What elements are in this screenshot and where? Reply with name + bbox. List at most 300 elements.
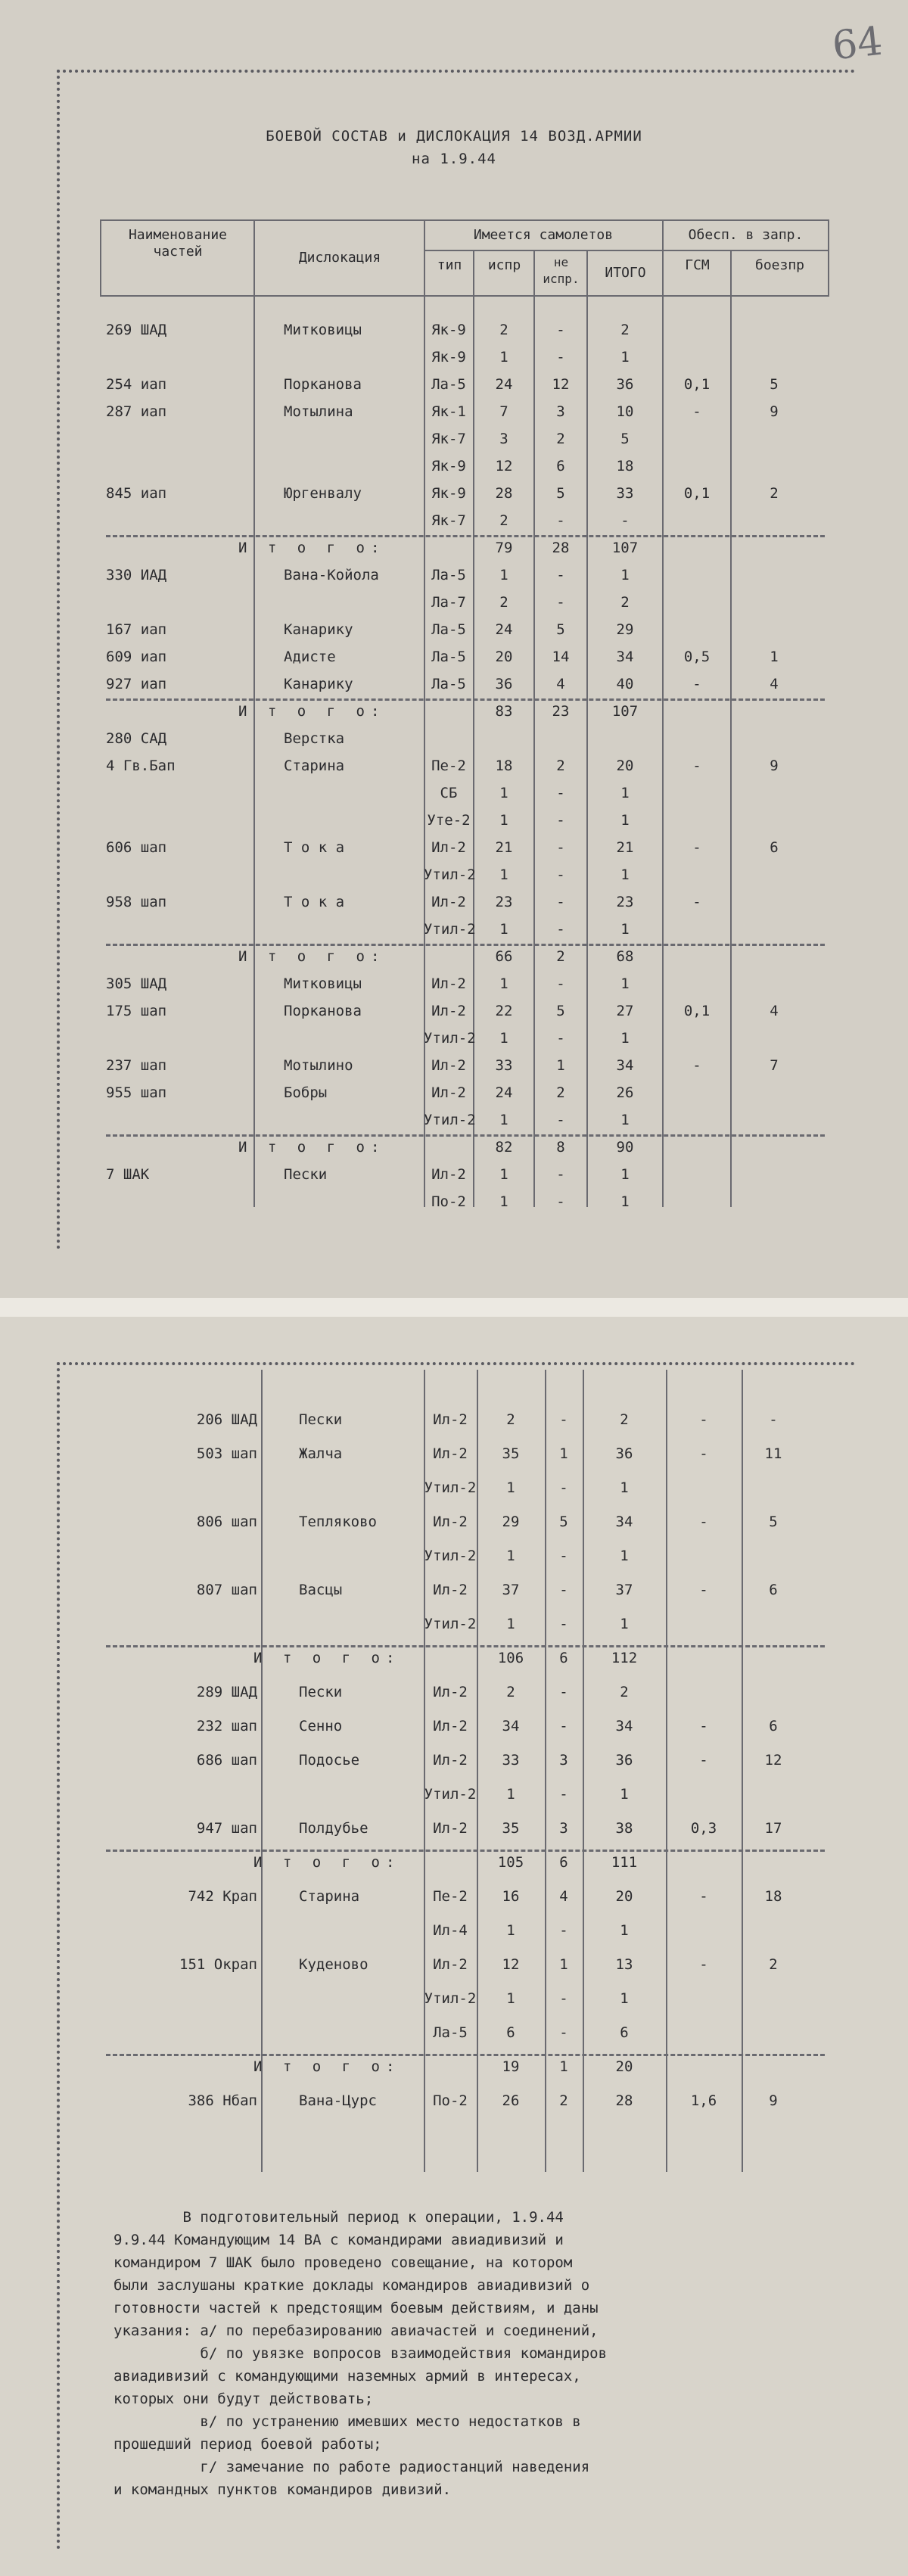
cell-ispr: 1 (499, 1193, 508, 1210)
cell-gsm: 0,1 (683, 376, 711, 393)
cell-total: 34 (615, 1718, 633, 1734)
cell-neispr: - (556, 1193, 565, 1210)
header-boezap: боезпр (754, 257, 805, 273)
cell-unit: 927 иап (106, 676, 167, 692)
cell-total: 90 (616, 1139, 634, 1156)
cell-neispr: 6 (559, 1650, 568, 1666)
cell-total: 34 (616, 649, 634, 665)
cell-bz: 18 (764, 1888, 782, 1905)
table-row (0, 785, 908, 804)
cell-type: Утил-2 (424, 1479, 477, 1496)
cell-gsm: - (692, 676, 701, 692)
cell-type: Утил-2 (424, 1548, 477, 1564)
cell-total: 1 (620, 866, 630, 883)
cell-type: Ил-2 (433, 1445, 468, 1462)
cell-loc: Бобры (284, 1084, 328, 1101)
cell-loc: Юргенвалу (284, 485, 362, 502)
cell-unit: 305 ШАД (106, 975, 167, 992)
cell-total: - (620, 512, 630, 529)
cell-ispr: 1 (499, 812, 508, 829)
header-planes: Имеется самолетов (473, 227, 614, 243)
cell-neispr: 1 (559, 1956, 568, 1973)
cell-type: Утил-2 (424, 921, 476, 938)
archive-stamp: 64 (830, 18, 885, 70)
cell-type: Утил-2 (424, 1786, 477, 1803)
cell-gsm: 0,5 (683, 649, 711, 665)
title-line-2: на 1.9.44 (412, 151, 496, 167)
cell-loc: Пески (299, 1684, 343, 1700)
table-row (0, 621, 908, 641)
cell-ispr: 1 (506, 1922, 515, 1939)
cell-type: Ил-2 (433, 1514, 468, 1530)
cell-gsm: - (699, 1514, 708, 1530)
cell-total: 13 (615, 1956, 633, 1973)
cell-total: 1 (620, 975, 630, 992)
cell-total: 37 (615, 1582, 633, 1598)
header-disl: Дислокация (298, 250, 381, 266)
cell-neispr: - (559, 1718, 568, 1734)
table-row (0, 512, 908, 532)
cell-total: 18 (616, 458, 634, 474)
cell-neispr: - (556, 1166, 565, 1183)
cell-neispr: 4 (556, 676, 565, 692)
cell-unit: 287 иап (106, 403, 167, 420)
cell-unit: 269 ШАД (106, 322, 167, 338)
cell-type: Ил-2 (433, 1718, 468, 1734)
cell-total: 1 (620, 1922, 629, 1939)
cell-total: 1 (620, 1548, 629, 1564)
cell-gsm: - (692, 894, 701, 910)
perforation-top (57, 70, 855, 76)
cell-loc: Канарику (284, 621, 353, 638)
document-title (0, 125, 908, 170)
cell-type: Як-9 (431, 485, 466, 502)
cell-neispr: - (556, 975, 565, 992)
cell-unit: 742 Крап (188, 1888, 257, 1905)
cell-type: Ла-5 (431, 621, 466, 638)
cell-type: По-2 (431, 1193, 466, 1210)
cell-bz: 6 (769, 1718, 778, 1734)
cell-neispr: 2 (556, 758, 565, 774)
cell-type: Ла-5 (431, 376, 466, 393)
cell-unit: 503 шап (196, 1445, 257, 1462)
cell-bz: 5 (769, 1514, 778, 1530)
cell-total: 38 (615, 1820, 633, 1837)
cell-ispr: 105 (497, 1854, 524, 1871)
cell-total: 1 (620, 812, 630, 829)
header-supply: Обесп. в запр. (688, 227, 804, 243)
cell-total: 2 (620, 322, 630, 338)
cell-type: Ил-2 (433, 1956, 468, 1973)
cell-total: 1 (620, 1030, 630, 1047)
cell-unit: 845 иап (106, 485, 167, 502)
cell-ispr: 1 (499, 921, 508, 938)
cell-gsm: - (692, 758, 701, 774)
header-type: тип (437, 257, 462, 273)
cell-total: 20 (615, 1888, 633, 1905)
cell-total: 1 (620, 921, 630, 938)
cell-neispr: 12 (552, 376, 570, 393)
cell-total: 112 (611, 1650, 638, 1666)
header-gsm: ГСМ (685, 257, 710, 273)
report-paragraph: В подготовительный период к операции, 1.9.44 9.9.44 Командующим 14 ВА с командирами авиадивизий и командиром 7 ШАК было проведено совещание, на котором были заслушаны краткие доклады командиров авиадивизий о готовности частей к предстоящим боевым действиям, и даны указания: а/ по перебазированию авиачастей и соединений, б/ по увязке вопросов взаимодействия командиров авиадивизий с командующими наземных армий в интересах, которых они будут действовать; в/ по устранению имевших место недостатков в прошедший период боевой работы; г/ замечание по работе радиостанций наведения и командных пунктов командиров дивизий. (114, 2209, 608, 2498)
table-row (0, 921, 908, 941)
cell-unit: 289 ШАД (196, 1684, 257, 1700)
cell-total: 40 (616, 676, 634, 692)
table-row (0, 894, 908, 913)
cell-ispr: 1 (506, 1479, 515, 1496)
total-row (0, 948, 908, 968)
cell-type: Ил-2 (431, 839, 466, 856)
cell-total: 1 (620, 1112, 630, 1128)
cell-type: Утил-2 (424, 866, 476, 883)
header-bottom-rule (100, 295, 828, 297)
cell-ispr: 36 (495, 676, 513, 692)
cell-total: 29 (616, 621, 634, 638)
cell-loc: Васцы (299, 1582, 343, 1598)
header-total: ИТОГО (605, 265, 646, 281)
cell-type: СБ (440, 785, 458, 801)
cell-ispr: 33 (495, 1057, 513, 1074)
cell-type: Ла-7 (431, 594, 466, 611)
cell-neispr: 3 (559, 1820, 568, 1837)
cell-gsm: - (699, 1582, 708, 1598)
cell-neispr: - (559, 1479, 568, 1496)
cell-ispr: 1 (499, 349, 508, 366)
cell-bz: 9 (769, 2092, 778, 2109)
cell-ispr: 33 (502, 1752, 520, 1769)
cell-bz: 1 (770, 649, 779, 665)
cell-neispr: - (556, 812, 565, 829)
cell-loc: И т о г о: (253, 1854, 401, 1871)
cell-neispr: - (556, 512, 565, 529)
cell-ispr: 24 (495, 376, 513, 393)
cell-neispr: - (559, 1548, 568, 1564)
cell-ispr: 106 (497, 1650, 524, 1666)
cell-unit: 4 Гв.Бап (106, 758, 176, 774)
cell-neispr: 5 (556, 621, 565, 638)
cell-neispr: - (559, 1582, 568, 1598)
cell-total: 111 (611, 1854, 638, 1871)
cell-loc: Т о к а (284, 839, 345, 856)
table-row (0, 1030, 908, 1050)
total-row (0, 1854, 908, 1874)
cell-type: Пе-2 (433, 1888, 468, 1905)
cell-ispr: 66 (495, 948, 513, 965)
cell-bz: 4 (770, 1003, 779, 1019)
cell-type: Ил-4 (433, 1922, 468, 1939)
cell-unit: 958 шап (106, 894, 167, 910)
header-ispr: испр (487, 257, 521, 273)
cell-total: 36 (616, 376, 634, 393)
cell-bz: 7 (770, 1057, 779, 1074)
table-row (0, 567, 908, 586)
cell-neispr: 1 (556, 1057, 565, 1074)
table-row (0, 866, 908, 886)
cell-neispr: - (556, 1112, 565, 1128)
cell-type: Як-9 (431, 458, 466, 474)
total-separator (106, 1134, 825, 1137)
cell-type: Ил-2 (431, 975, 466, 992)
cell-neispr: 14 (552, 649, 570, 665)
cell-bz: 5 (770, 376, 779, 393)
cell-ispr: 12 (495, 458, 513, 474)
cell-total: 33 (616, 485, 634, 502)
cell-loc: Старина (299, 1888, 360, 1905)
cell-neispr: - (556, 921, 565, 938)
cell-neispr: - (559, 1786, 568, 1803)
cell-ispr: 6 (506, 2024, 515, 2041)
cell-type: Ил-2 (433, 1752, 468, 1769)
cell-unit: 386 Нбап (188, 2092, 257, 2109)
cell-total: 1 (620, 349, 630, 366)
cell-ispr: 1 (499, 1030, 508, 1047)
total-separator (106, 944, 825, 946)
table-row (0, 1548, 908, 1567)
cell-loc: И т о г о: (238, 703, 386, 720)
cell-loc: И т о г о: (238, 1139, 386, 1156)
cell-neispr: 2 (556, 948, 565, 965)
table-row (0, 1084, 908, 1104)
cell-total: 68 (616, 948, 634, 965)
total-separator (106, 535, 825, 537)
cell-neispr: - (559, 1411, 568, 1428)
cell-loc: Вана-Цурс (299, 2092, 377, 2109)
cell-ispr: 79 (495, 540, 513, 556)
cell-neispr: 3 (556, 403, 565, 420)
table-row (0, 1684, 908, 1703)
table-row (0, 1956, 908, 1976)
table-row (0, 1888, 908, 1908)
cell-neispr: - (556, 894, 565, 910)
cell-unit: 7 ШАК (106, 1166, 150, 1183)
cell-ispr: 2 (506, 1411, 515, 1428)
cell-total: 2 (620, 1411, 629, 1428)
cell-ispr: 26 (502, 2092, 520, 2109)
cell-ispr: 1 (506, 1990, 515, 2007)
cell-gsm: 0,1 (683, 485, 711, 502)
cell-type: Як-7 (431, 512, 466, 529)
cell-neispr: - (556, 567, 565, 583)
total-separator (106, 1645, 825, 1647)
cell-neispr: 23 (552, 703, 570, 720)
cell-loc: Верстка (284, 730, 345, 747)
cell-unit: 151 Окрап (179, 1956, 257, 1973)
cell-total: 23 (616, 894, 634, 910)
cell-type: Утил-2 (424, 1030, 476, 1047)
table-row (0, 2024, 908, 2044)
cell-ispr: 1 (506, 1786, 515, 1803)
cell-ispr: 12 (502, 1956, 520, 1973)
cell-total: 6 (620, 2024, 629, 2041)
cell-ispr: 1 (499, 567, 508, 583)
cell-loc: Жалча (299, 1445, 343, 1462)
cell-total: 26 (616, 1084, 634, 1101)
cell-ispr: 2 (499, 594, 508, 611)
cell-total: 107 (611, 703, 639, 720)
cell-total: 28 (615, 2092, 633, 2109)
cell-ispr: 21 (495, 839, 513, 856)
cell-unit: 955 шап (106, 1084, 167, 1101)
cell-unit: 232 шап (196, 1718, 257, 1734)
cell-ispr: 1 (499, 975, 508, 992)
cell-total: 1 (620, 1479, 629, 1496)
table-row (0, 403, 908, 423)
cell-gsm: - (699, 1445, 708, 1462)
cell-type: Утил-2 (424, 1990, 477, 2007)
cell-ispr: 1 (499, 866, 508, 883)
cell-type: Як-9 (431, 349, 466, 366)
cell-total: 5 (620, 431, 630, 447)
table-row (0, 1752, 908, 1772)
cell-neispr: 1 (559, 2058, 568, 2075)
cell-neispr: 2 (556, 1084, 565, 1101)
table-row (0, 649, 908, 668)
cell-ispr: 35 (502, 1820, 520, 1837)
cell-neispr: - (556, 785, 565, 801)
cell-type: Ла-5 (431, 676, 466, 692)
table-row (0, 1786, 908, 1806)
cell-type: Як-9 (431, 322, 466, 338)
cell-loc: И т о г о: (238, 540, 386, 556)
cell-ispr: 23 (495, 894, 513, 910)
cell-gsm: 0,1 (683, 1003, 711, 1019)
cell-ispr: 34 (502, 1718, 520, 1734)
cell-neispr: 8 (556, 1139, 565, 1156)
cell-neispr: - (556, 1030, 565, 1047)
cell-total: 20 (616, 758, 634, 774)
cell-gsm: - (699, 1888, 708, 1905)
cell-ispr: 2 (506, 1684, 515, 1700)
cell-loc: Канарику (284, 676, 353, 692)
cell-ispr: 83 (495, 703, 513, 720)
table-row (0, 458, 908, 478)
cell-neispr: 3 (559, 1752, 568, 1769)
cell-ispr: 37 (502, 1582, 520, 1598)
table-row (0, 1166, 908, 1186)
cell-ispr: 2 (499, 322, 508, 338)
table-row (0, 1193, 908, 1213)
cell-neispr: 1 (559, 1445, 568, 1462)
cell-gsm: - (699, 1411, 708, 1428)
cell-type: Ил-2 (433, 1820, 468, 1837)
cell-ispr: 3 (499, 431, 508, 447)
table-row (0, 376, 908, 396)
cell-ispr: 22 (495, 1003, 513, 1019)
cell-bz: 9 (770, 758, 779, 774)
total-row (0, 2058, 908, 2078)
cell-bz: 12 (764, 1752, 782, 1769)
total-separator (106, 1850, 825, 1852)
cell-total: 1 (620, 1193, 630, 1210)
table-row (0, 1057, 908, 1077)
table-row (0, 1411, 908, 1431)
cell-total: 27 (616, 1003, 634, 1019)
table-row (0, 975, 908, 995)
perforation-top-2 (57, 1362, 855, 1368)
cell-bz: 2 (770, 485, 779, 502)
cell-type: Ла-5 (433, 2024, 468, 2041)
table-row (0, 1112, 908, 1131)
table-row (0, 1616, 908, 1635)
cell-gsm: - (692, 839, 701, 856)
cell-loc: Тепляково (299, 1514, 377, 1530)
cell-bz: 17 (764, 1820, 782, 1837)
table-row (0, 431, 908, 450)
cell-total: 1 (620, 1616, 629, 1632)
cell-loc: Мотылина (284, 403, 353, 420)
cell-unit: 330 ИАД (106, 567, 167, 583)
cell-type: Ил-2 (431, 1057, 466, 1074)
cell-loc: Старина (284, 758, 345, 774)
cell-total: 107 (611, 540, 639, 556)
cell-ispr: 82 (495, 1139, 513, 1156)
cell-unit: 237 шап (106, 1057, 167, 1074)
cell-neispr: - (559, 2024, 568, 2041)
cell-type: Ла-5 (431, 567, 466, 583)
cell-total: 1 (620, 1166, 630, 1183)
cell-neispr: 28 (552, 540, 570, 556)
cell-ispr: 19 (502, 2058, 520, 2075)
header-neispr: не испр. (543, 255, 580, 286)
cell-type: Ил-2 (431, 894, 466, 910)
cell-neispr: 5 (556, 1003, 565, 1019)
cell-neispr: - (559, 1990, 568, 2007)
cell-bz: 9 (770, 403, 779, 420)
total-row (0, 1650, 908, 1669)
subheader-rule (424, 250, 828, 251)
cell-loc: Сенно (299, 1718, 343, 1734)
table-row (0, 1718, 908, 1738)
cell-unit: 606 шап (106, 839, 167, 856)
cell-loc: Пески (299, 1411, 343, 1428)
cell-total: 36 (615, 1445, 633, 1462)
cell-bz: 6 (769, 1582, 778, 1598)
table-row (0, 1582, 908, 1601)
cell-loc: И т о г о: (253, 1650, 401, 1666)
cell-total: 36 (615, 1752, 633, 1769)
table-row (0, 594, 908, 614)
cell-loc: Адисте (284, 649, 336, 665)
total-separator (106, 2054, 825, 2056)
cell-ispr: 1 (499, 1166, 508, 1183)
cell-ispr: 1 (499, 1112, 508, 1128)
cell-neispr: - (559, 1684, 568, 1700)
table-row (0, 676, 908, 695)
cell-loc: Пески (284, 1166, 328, 1183)
cell-ispr: 16 (502, 1888, 520, 1905)
cell-unit: 254 иап (106, 376, 167, 393)
table-row (0, 1820, 908, 1840)
table-row (0, 1922, 908, 1942)
cell-type: Ил-2 (433, 1684, 468, 1700)
cell-neispr: - (556, 322, 565, 338)
table-row (0, 1990, 908, 2010)
table-row (0, 1445, 908, 1465)
cell-total: 21 (616, 839, 634, 856)
cell-type: Ла-5 (431, 649, 466, 665)
cell-gsm: - (692, 1057, 701, 1074)
cell-gsm: - (699, 1956, 708, 1973)
cell-type: Як-1 (431, 403, 466, 420)
cell-total: 2 (620, 1684, 629, 1700)
cell-bz: 4 (770, 676, 779, 692)
cell-ispr: 2 (499, 512, 508, 529)
cell-neispr: 5 (559, 1514, 568, 1530)
cell-neispr: - (559, 1922, 568, 1939)
cell-unit: 686 шап (196, 1752, 257, 1769)
cell-ispr: 35 (502, 1445, 520, 1462)
